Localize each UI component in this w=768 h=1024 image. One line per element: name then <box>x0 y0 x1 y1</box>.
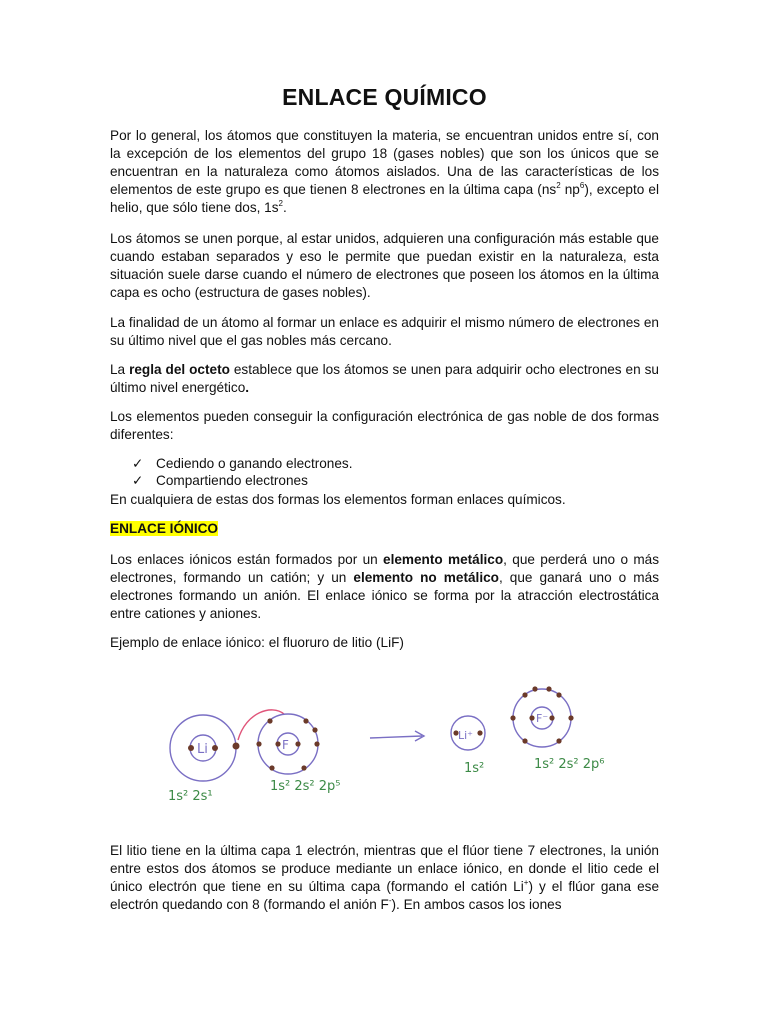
electron <box>556 738 561 743</box>
text: . <box>245 380 250 395</box>
electron <box>568 715 573 720</box>
list-item <box>132 455 353 472</box>
electron <box>510 715 515 720</box>
check-icon: ✓ <box>132 456 144 471</box>
bold-term: regla del octeto <box>129 362 230 377</box>
paragraph-example: Ejemplo de enlace iónico: el fluoruro de litio (LiF) <box>110 635 404 650</box>
superscript: + <box>523 878 529 887</box>
text: , que perderá uno o más electrones, formando un catión; y un <box>110 552 659 585</box>
electron <box>212 745 218 751</box>
electron <box>546 686 551 691</box>
electron <box>312 727 317 732</box>
highlighted-heading: ENLACE IÓNICO <box>110 521 218 536</box>
electron <box>275 741 280 746</box>
electron <box>549 715 554 720</box>
li-ion-config: 1s² <box>464 761 485 776</box>
bold-term: elemento metálico <box>383 552 504 567</box>
f-config: 1s² 2s² 2p⁵ <box>270 779 341 794</box>
paragraph-explanation <box>110 842 659 914</box>
electron <box>256 741 261 746</box>
electron <box>303 718 308 723</box>
text: Los enlaces iónicos están formados por un <box>110 552 384 567</box>
electron <box>522 692 527 697</box>
paragraph-both-forms: En cualquiera de estas dos formas los elementos forman enlaces químicos. <box>110 492 566 507</box>
paragraph-ionic-bond <box>110 551 659 623</box>
list-item <box>132 472 353 489</box>
section-heading <box>110 520 659 538</box>
paragraph-purpose: La finalidad de un átomo al formar un enlace es adquirir el mismo número de electrones en su último nivel que el gas nobles más cercano. <box>110 315 659 348</box>
superscript: 2 <box>278 199 283 208</box>
li-config: 1s² 2s¹ <box>168 789 213 804</box>
text: np <box>560 182 580 197</box>
text: , que ganará uno o más electrones formando un anión. El enlace iónico se forma por la atracción electrostática entre cationes y aniones. <box>110 570 659 621</box>
paragraph-intro <box>110 127 659 217</box>
electron <box>314 741 319 746</box>
electron <box>233 743 240 750</box>
text: establece que los átomos se unen para adquirir ocho electrones en su último nivel energético <box>110 362 659 395</box>
text: ), excepto el helio, que sólo tiene dos, 1s <box>110 182 659 215</box>
electron <box>188 745 194 751</box>
paragraph-octet-rule <box>110 361 659 397</box>
electron <box>295 741 300 746</box>
text: Por lo general, los átomos que constituyen la materia, se encuentran unidos entre sí, con la excepción de los elementos del grupo 18 (gases nobles) que son los únicos que se encuentran en la naturaleza como átomos aislados. Una de las características de los elementos de este grupo es que tienen 8 electrones en la última capa (ns <box>110 128 659 197</box>
list-item-text: Compartiendo electrones <box>156 473 308 488</box>
f-ion-symbol: F⁻ <box>536 712 549 725</box>
electron <box>301 765 306 770</box>
f-symbol: F <box>282 738 289 752</box>
li-symbol: Li <box>197 742 208 757</box>
text: . <box>282 200 287 215</box>
list-item-text: Cediendo o ganando electrones. <box>156 456 353 471</box>
superscript: 2 <box>556 181 561 190</box>
text: ) y el flúor gana ese electrón quedando con 8 (formando el anión F <box>110 879 660 912</box>
check-icon: ✓ <box>132 473 144 488</box>
electron <box>556 692 561 697</box>
li-ion-symbol: Li⁺ <box>458 729 473 742</box>
lif-diagram <box>160 660 620 810</box>
transfer-arrow <box>238 710 284 740</box>
text: El litio tiene en la última capa 1 electrón, mientras que el flúor tiene 7 electrones, la unión entre estos dos átomos se produce mediante un enlace iónico, en donde el litio cede el único electrón que tiene en su última capa (formando el catión Li <box>110 843 659 894</box>
electron <box>267 718 272 723</box>
f-ion-config: 1s² 2s² 2p⁶ <box>534 757 605 772</box>
superscript: - <box>388 896 392 905</box>
paragraph-forms: Los elementos pueden conseguir la configuración electrónica de gas noble de dos formas diferentes: <box>110 409 659 442</box>
text: ). En ambos casos los iones <box>391 897 562 912</box>
electron <box>532 686 537 691</box>
text: La <box>110 362 130 377</box>
superscript: 6 <box>579 181 585 190</box>
electron <box>269 765 274 770</box>
electron <box>529 715 534 720</box>
electron <box>477 730 482 735</box>
page-title: ENLACE QUÍMICO <box>282 84 487 110</box>
configurations <box>168 757 605 804</box>
check-list <box>132 455 353 489</box>
paragraph-stability: Los átomos se unen porque, al estar unidos, adquieren una configuración más estable que cuando estaban separados y eso le permite que puedan existir en la naturaleza, esta situación suele darse cuando el número de electrones que poseen los átomos en la última capa es ocho (estructura de gases nobles). <box>110 231 659 300</box>
electron <box>522 738 527 743</box>
reaction-arrow <box>370 736 422 738</box>
bold-term: elemento no metálico <box>353 570 499 585</box>
li-electrons <box>188 743 240 752</box>
